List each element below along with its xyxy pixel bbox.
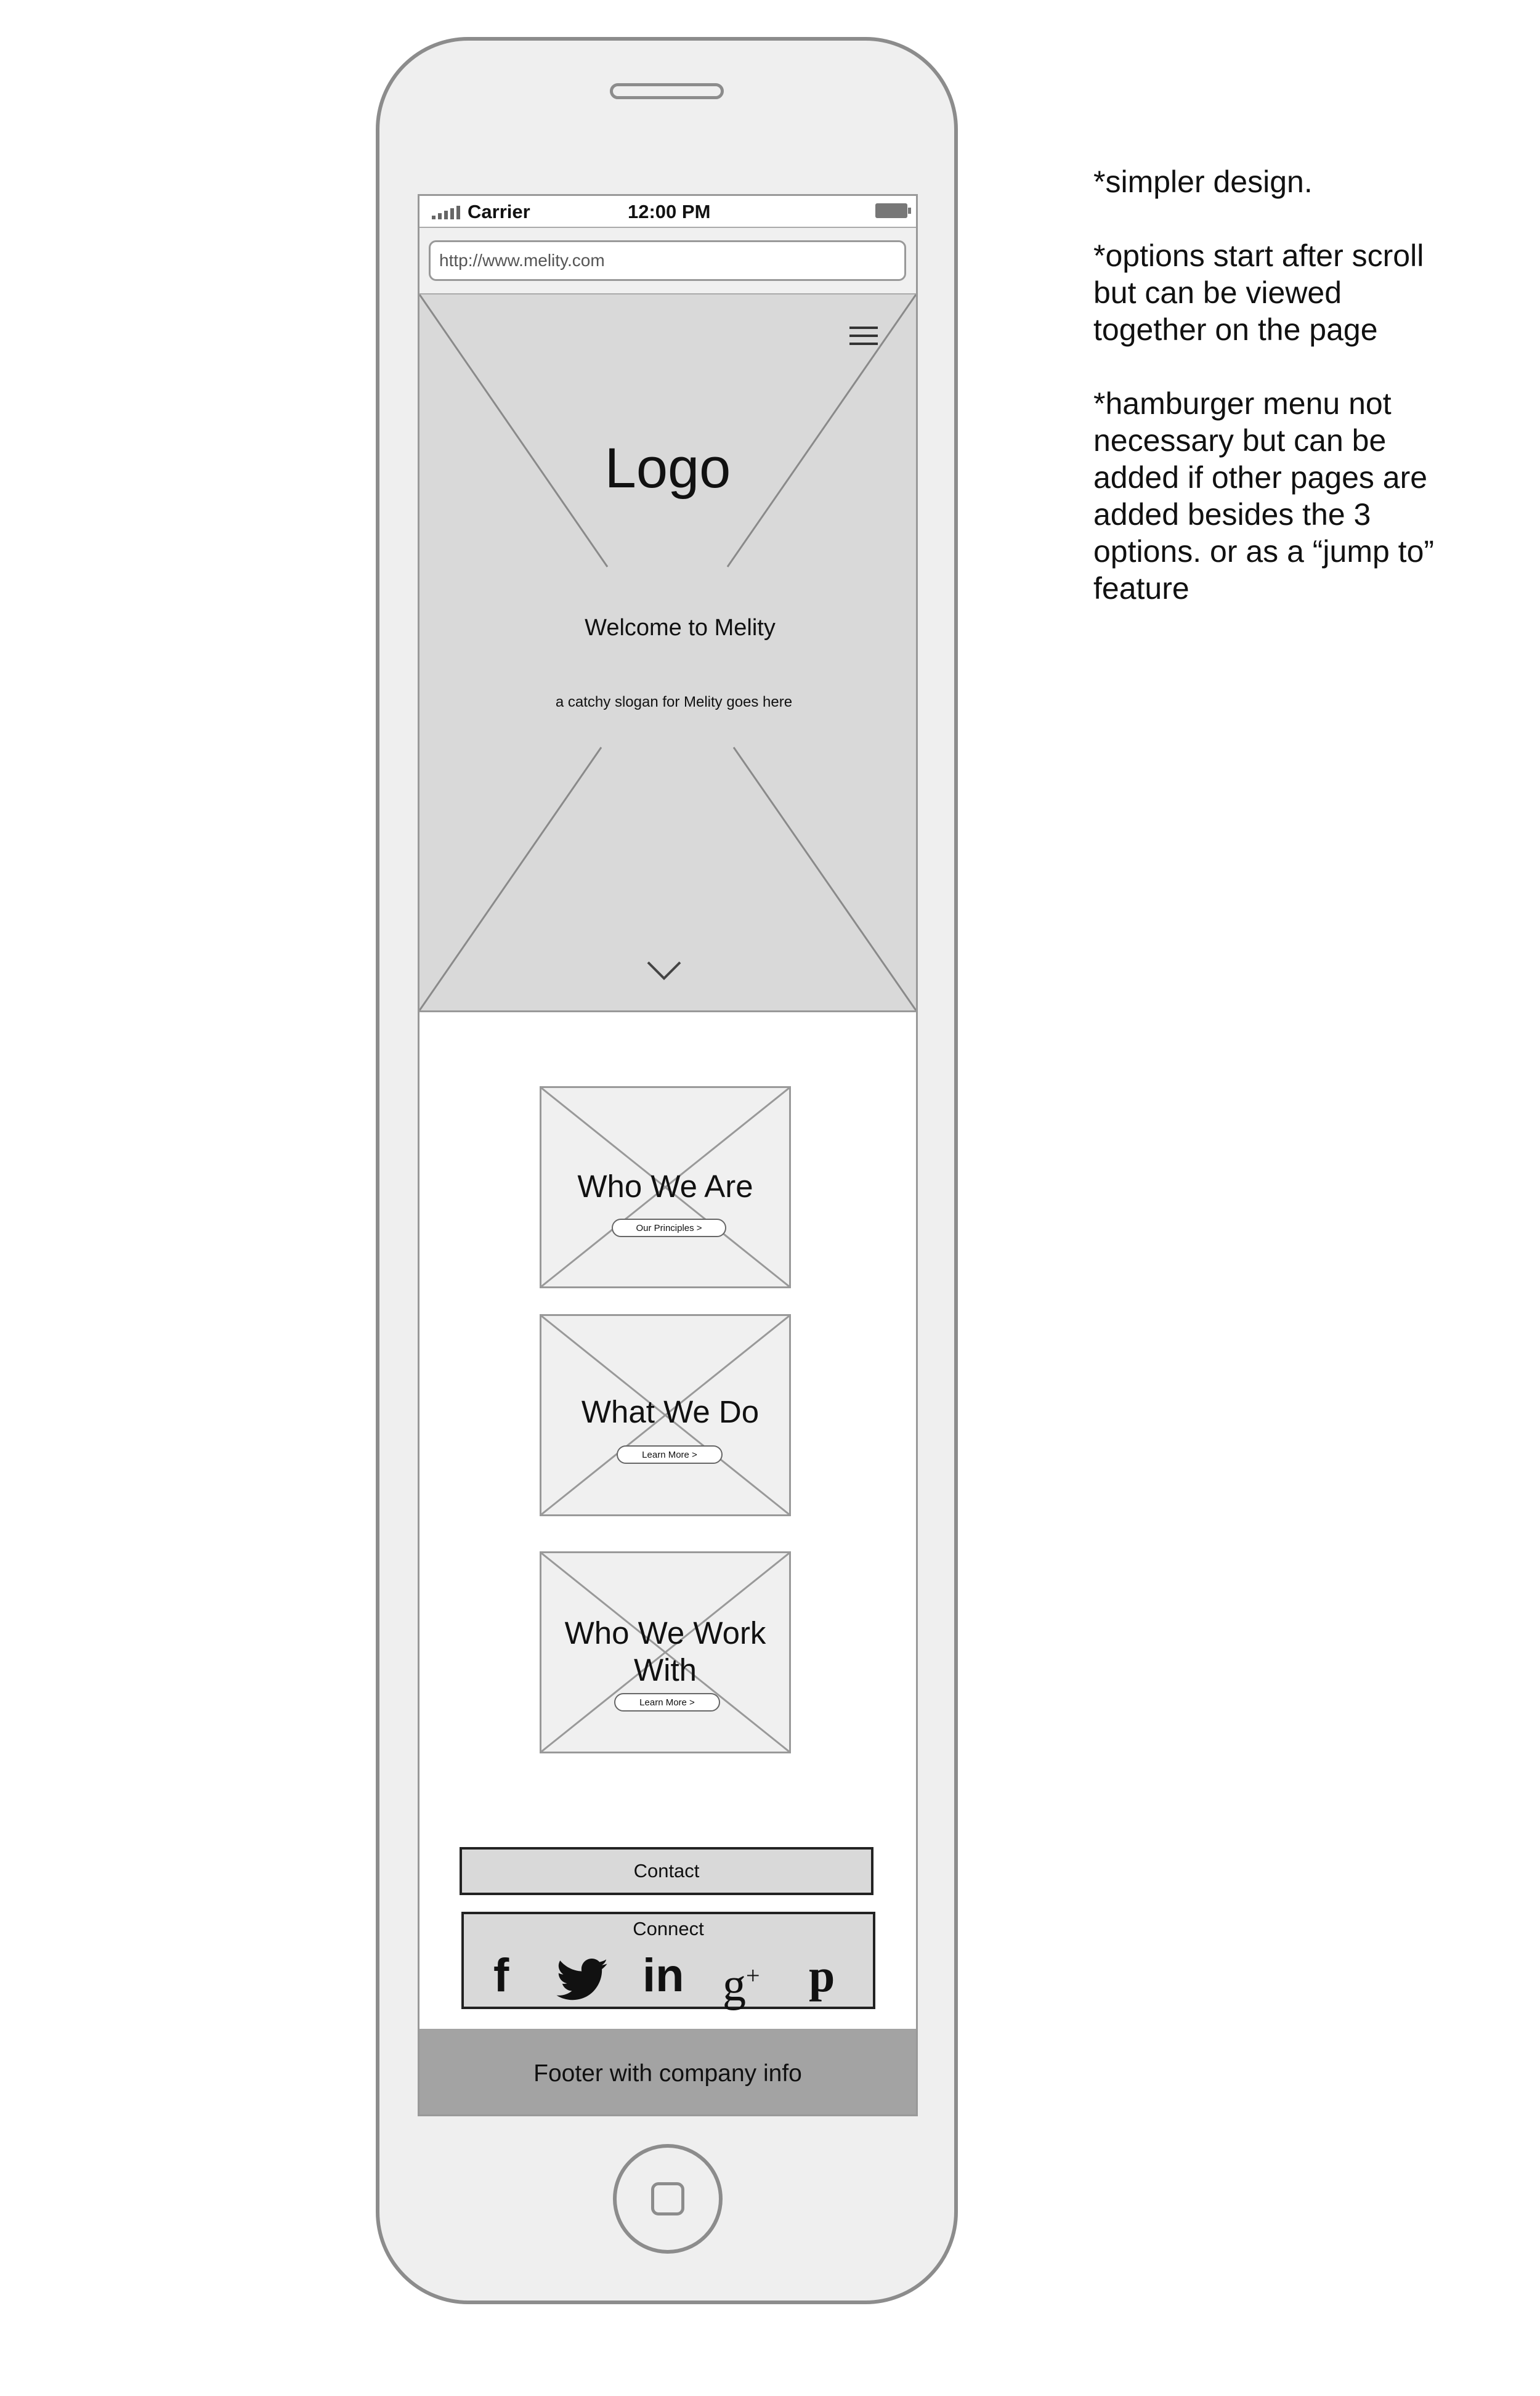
slogan-text: a catchy slogan for Melity goes here [555,694,793,710]
our-principles-button[interactable]: Our Principles > [612,1219,726,1237]
connect-section [461,1912,875,2009]
linkedin-icon[interactable]: in [642,1949,684,2002]
battery-icon [875,203,907,218]
signal-icon [432,206,460,219]
contact-button[interactable]: Contact [460,1847,873,1895]
card-title: What We Do [581,1394,760,1429]
note-item: *options start after scroll but can be viewed together on the page [1093,238,1424,347]
hero-image-placeholder [419,294,916,1010]
note-item: *hamburger menu not necessary but can be added if other pages are added besides the 3 options. or as a “jump to” feature [1093,386,1435,606]
hero-section [419,294,916,1012]
connect-label: Connect [633,1918,704,1939]
browser-bar [419,228,916,294]
twitter-icon[interactable] [556,1959,609,2002]
url-field[interactable]: http://www.melity.com [429,240,906,281]
home-button-icon [651,2182,684,2215]
status-time: 12:00 PM [628,201,711,222]
welcome-heading: Welcome to Melity [585,615,776,641]
card-who-we-work-with[interactable] [540,1551,791,1753]
hamburger-menu-icon[interactable] [849,327,878,349]
learn-more-button[interactable]: Learn More > [617,1445,723,1464]
home-button[interactable] [613,2144,723,2254]
facebook-icon[interactable]: f [493,1949,509,2002]
note-item: *simpler design. [1093,164,1313,199]
card-title: Who We Are [577,1169,753,1204]
card-what-we-do[interactable] [540,1314,791,1516]
phone-screen [418,194,918,2116]
annotation-notes [1093,163,1463,644]
chevron-down-icon[interactable] [646,960,683,982]
status-bar [419,196,916,228]
footer: Footer with company info [419,2029,916,2116]
carrier-label: Carrier [468,201,530,222]
google-plus-icon[interactable]: g+ [723,1959,760,2011]
card-title-line-1: Who We Work [564,1615,766,1651]
learn-more-button[interactable]: Learn More > [614,1693,720,1712]
pinterest-icon[interactable]: p [809,1950,835,2002]
card-title-line-2: With [634,1652,697,1687]
logo: Logo [604,437,731,500]
phone-speaker [610,83,724,99]
card-who-we-are[interactable] [540,1086,791,1288]
